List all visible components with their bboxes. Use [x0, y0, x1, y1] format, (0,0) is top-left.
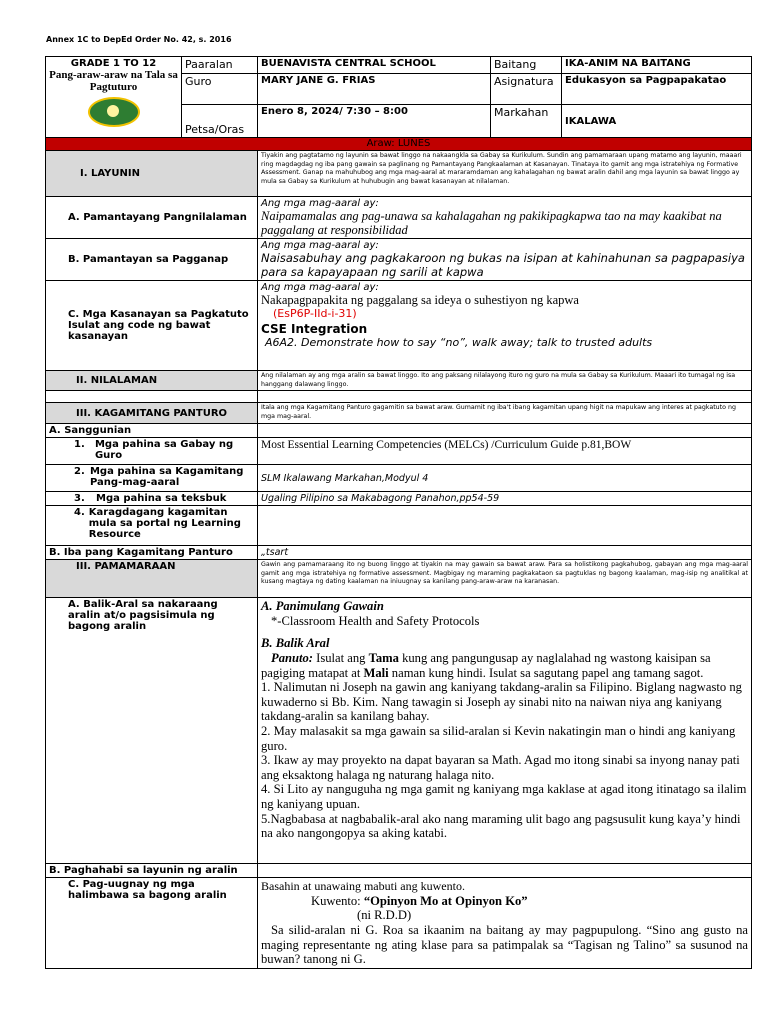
pag-uugnay-intro: Basahin at unawaing mabuti ang kuwento.: [261, 879, 465, 894]
markahan-value: IKALAWA: [562, 105, 752, 138]
guro-value: MARY JANE G. FRIAS: [258, 74, 491, 105]
kagamitan-label: III. KAGAMITANG PANTURO: [46, 403, 258, 424]
kagamitan-desc: Itala ang mga Kagamitang Panturo gagamitin sa bawat araw. Gumamit ng iba't ibang kagamitan upang higit na mapukaw ang interes at pagkatuto ng mga mag-aaral.: [258, 403, 752, 424]
pag-uugnay-label: C. Pag-uugnay ng mga halimbawa sa bagong aralin: [46, 878, 258, 969]
baitang-value: IKA-ANIM NA BAITANG: [562, 57, 752, 74]
gabay-label-cell: [46, 438, 258, 465]
panuto-label: Panuto:: [271, 650, 313, 665]
nilalaman-label: II. NILALAMAN: [46, 371, 258, 391]
gawain-item: *-Classroom Health and Safety Protocols: [271, 613, 480, 628]
petsa-value: Enero 8, 2024/ 7:30 – 8:00: [258, 105, 491, 138]
guro-label: Guro: [182, 74, 258, 105]
cse-title: CSE Integration: [261, 322, 368, 336]
tama-word: Tama: [368, 650, 399, 665]
balik-aral-cell: [258, 598, 752, 864]
sanggunian-label: A. Sanggunian: [46, 424, 258, 438]
teksbuk-label: Mga pahina sa teksbuk: [96, 493, 227, 505]
paaralan-value: BUENAVISTA CENTRAL SCHOOL: [258, 57, 491, 74]
blank-row-left: [46, 391, 258, 403]
pag-uugnay-cell: [258, 878, 752, 969]
nilalaman-desc: Ang nilalaman ay ang mga aralin sa bawat linggo. Ito ang paksang nilalayong ituro ng guro na mula sa Gabay sa Kurikulum. Maaari ito tumagal ng isa hanggang dalawang linggo.: [258, 371, 752, 391]
portal-value: [258, 506, 752, 546]
panuto-text: kung ang pangungusap ay naglalahad ng wastong kaisipan sa pagiging matapat at: [261, 650, 711, 680]
grade-label: GRADE 1 TO 12: [70, 58, 157, 69]
pagganap-text: Naisasabuhay ang pagkakaroon ng bukas na isipan at kahinahunan sa pagpapasiya para sa kapayapaan ng sarili at kapwa: [261, 251, 745, 279]
balik-item: 3. Ikaw ay may proyekto na dapat bayaran sa Math. Agad mo itong sinabi sa inyong nanay pati ang eksaktong halaga ng naturang halaga nito.: [261, 753, 740, 782]
asignatura-label: Asignatura: [491, 74, 562, 105]
kuwento-line: [261, 894, 748, 909]
panuto-paragraph: [261, 651, 748, 680]
pagganap-cell: [258, 239, 752, 281]
asignatura-value: Edukasyon sa Pagpapakatao: [562, 74, 752, 105]
balik-item: 4. Si Lito ay nanguguha ng mga gamit ng kaniyang mga kaklase at agad itong itinatago sa ilalim ng kaniyang upuan.: [261, 782, 747, 811]
school-seal-icon: [88, 97, 140, 127]
kuwento-author: (ni R.D.D): [357, 908, 412, 923]
item-number: 2.: [74, 466, 85, 478]
portal-label: Karagdagang kagamitan mula sa portal ng Learning Resource: [88, 507, 241, 541]
layunin-desc: Tiyakin ang pagtatamo ng layunin sa bawat linggo na nakaangkla sa Gabay sa Kurikulum. Sundin ang pamamaraan upang matamo ang layunin, maaari ring magdagdag ng iba pang gawain sa paglinang ng Pamantayang Pangkaalaman at Kasanayan. Tinataya ito gamit ang mga istratehiya ng Formative Assessment. Ganap na mahuhubog ang mga mag-aaral at mararamdaman ang kahalagahan ng bawat aralin dahil ang mga layunin sa bawat linggo ay mula sa Gabay sa Kurikulum at huhubugin ang bawat kasanayan at nilalaman.: [258, 151, 752, 197]
pamamaraan-desc: Gawin ang pamamaraang ito ng buong linggo at tiyakin na may gawain sa bawat araw. Para sa holistikong pagkahubog, gabayan ang mga mag-aaral gamit ang mga istratehiya ng formative assessment. Magbigay ng maraming pagkakataon sa pagtuklas ng bagong kaalaman, mag-isip ng analitikal at kusang magtaya ng dating kaalaman na iniuugnay sa kanilang pang-araw-araw na karanasan.: [258, 560, 752, 598]
pagganap-intro: Ang mga mag-aaral ay:: [261, 240, 379, 251]
paghahabi-label: B. Paghahabi sa layunin ng aralin: [46, 864, 258, 878]
cse-text: A6A2. Demonstrate how to say “no”, walk away; talk to trusted adults: [265, 336, 653, 349]
grade-cell: [46, 57, 182, 138]
gabay-label: Mga pahina sa Gabay ng Guro: [94, 439, 234, 462]
teksbuk-label-cell: [46, 492, 258, 506]
gabay-value: Most Essential Learning Competencies (MELCs) /Curriculum Guide p.81,BOW: [258, 438, 752, 465]
kagamitan-pm-label: Mga pahina sa Kagamitang Pang-mag-aaral: [89, 466, 244, 489]
kagamitan-pm-label-cell: [46, 465, 258, 492]
balik-item: 1. Nalimutan ni Joseph na gawin ang kaniyang takdang-aralin sa Filipino. Biglang nagwasto ng kuwaderno si Bb. Kim. Nang tawagin si Joseph ay sinabi nito na naiwan niya ang kaniyang takdang-aralin sa kanilang bahay.: [261, 680, 742, 724]
petsa-label: Petsa/Oras: [182, 105, 258, 138]
teksbuk-value: Ugaling Pilipino sa Makabagong Panahon,pp54-59: [258, 492, 752, 506]
item-number: 3.: [74, 493, 85, 505]
gawain-title: A. Panimulang Gawain: [261, 599, 384, 614]
kagamitan-pm-value: SLM Ikalawang Markahan,Modyul 4: [258, 465, 752, 492]
baitang-label: Baitang: [491, 57, 562, 74]
blank-row-right: [258, 391, 752, 403]
markahan-label: Markahan: [491, 105, 562, 138]
item-number: 4.: [74, 507, 85, 519]
pagganap-label: B. Pamantayan sa Pagganap: [46, 239, 258, 281]
mali-word: Mali: [363, 665, 389, 680]
kasanayan-code: (EsP6P-IId-i-31): [273, 307, 357, 320]
portal-label-cell: [46, 506, 258, 546]
annex-label: Annex 1C to DepEd Order No. 42, s. 2016: [46, 35, 232, 44]
paghahabi-value: [258, 864, 752, 878]
kasanayan-intro: Ang mga mag-aaral ay:: [261, 282, 379, 293]
pamamaraan-label: III. PAMAMARAAN: [46, 560, 258, 598]
araw-bar: Araw: LUNES: [46, 138, 752, 151]
item-number: 1.: [74, 439, 85, 451]
balik-aral-label: A. Balik-Aral sa nakaraang aralin at/o pagsisimula ng bagong aralin: [46, 598, 258, 864]
sanggunian-value: [258, 424, 752, 438]
paaralan-label: Paaralan: [182, 57, 258, 74]
balik-title: B. Balik Aral: [261, 636, 330, 651]
layunin-label: I. LAYUNIN: [46, 151, 258, 197]
panuto-text: Isulat ang: [313, 650, 369, 665]
pangnilalaman-label: A. Pamantayang Pangnilalaman: [46, 197, 258, 239]
panuto-text: naman kung hindi. Isulat sa sagutang papel ang tamang sagot.: [388, 665, 704, 680]
kasanayan-label: C. Mga Kasanayan sa Pagkatuto Isulat ang code ng bawat kasanayan: [46, 281, 258, 371]
balik-item: 2. May malasakit sa mga gawain sa silid-aralan si Kevin nakatingin man o hindi ang kaniyang guro.: [261, 723, 736, 753]
balik-item: 5.Nagbabasa at nagbabalik-aral ako nang maraming ulit bago ang pagsusulit kung kaya’y hindi na ako nangongopya sa aking katabi.: [261, 811, 741, 841]
kuwento-label: Kuwento:: [311, 893, 364, 908]
iba-value: „tsart: [258, 546, 752, 560]
pangnilalaman-intro: Ang mga mag-aaral ay:: [261, 198, 379, 209]
kuwento-title: “Opinyon Mo at Opinyon Ko”: [363, 893, 528, 908]
doc-title: Pang-araw-araw na Tala sa Pagtuturo: [49, 69, 178, 93]
iba-label: B. Iba pang Kagamitang Panturo: [46, 546, 258, 560]
kuwento-paragraph: Sa silid-aralan ni G. Roa sa ikaanim na baitang ay may pagpupulong. “Sino ang gusto na maging representante ng ating klase para sa patimpalak sa “Tagisan ng Talino” sa susunod na buwan? tanong ni G.: [261, 922, 748, 967]
lesson-plan-table: [45, 56, 752, 969]
pangnilalaman-text: Naipamamalas ang pag-unawa sa kahalagahan ng pakikipagkapwa tao na may kaakibat na paggalang at responsibilidad: [261, 209, 722, 237]
kasanayan-cell: [258, 281, 752, 371]
pangnilalaman-cell: [258, 197, 752, 239]
kasanayan-text: Nakapagpapakita ng paggalang sa ideya o suhestiyon ng kapwa: [261, 293, 579, 307]
